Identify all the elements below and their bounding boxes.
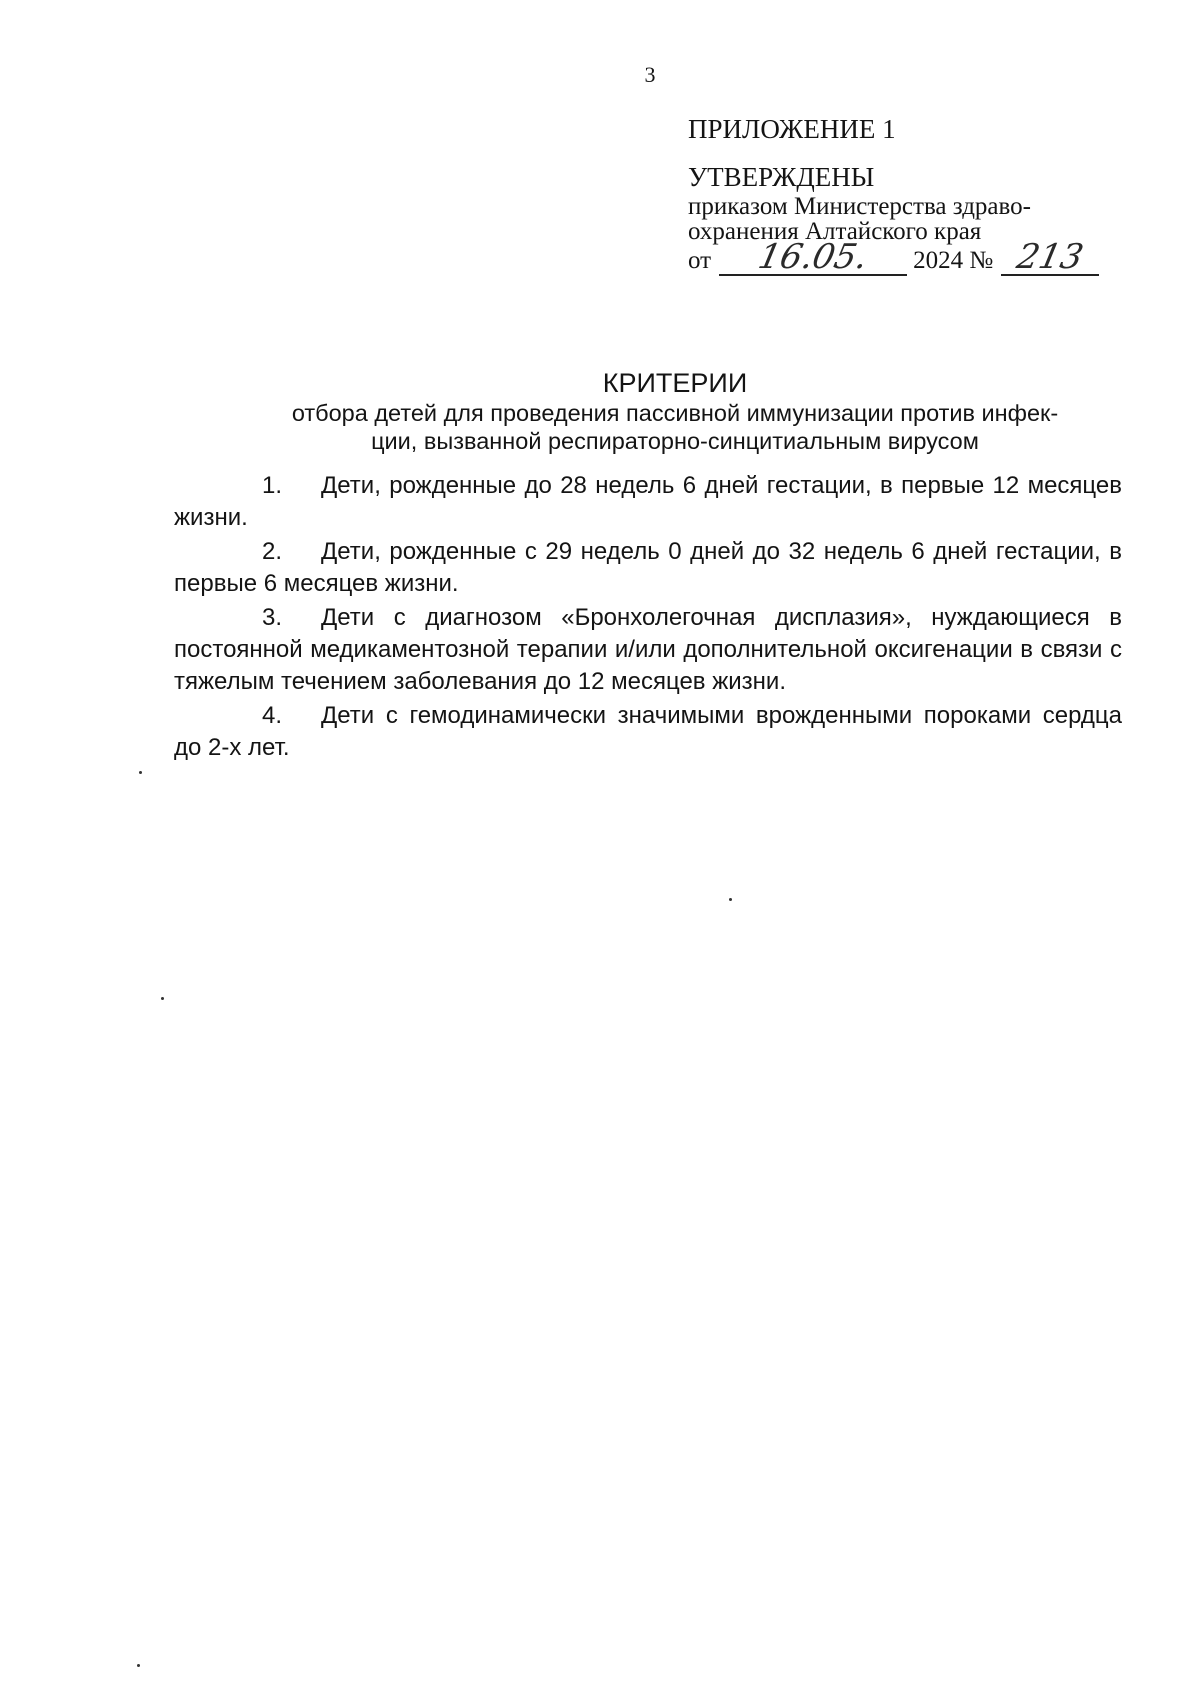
- criteria-number: 4.: [262, 702, 283, 729]
- number-fill-line: [1001, 237, 1099, 277]
- criteria-text: Дети, рожденные с 29 недель 0 дней до 32 недель 6 дней гестации, в первые 6 месяцев жизни.: [174, 538, 1122, 597]
- order-year: 2024 №: [913, 247, 994, 274]
- appendix-label: ПРИЛОЖЕНИЕ 1: [688, 114, 896, 144]
- scan-speck: [139, 771, 142, 774]
- criteria-list: [174, 470, 1122, 766]
- approval-block: [688, 112, 1158, 276]
- scan-speck: [137, 1664, 140, 1667]
- document-subtitle-line-2: ции, вызванной респираторно-синцитиальным вирусом: [371, 428, 979, 454]
- order-text-line-2: охранения Алтайского края: [688, 218, 982, 245]
- criteria-item: [174, 536, 1122, 600]
- criteria-item: [174, 602, 1122, 698]
- criteria-item: [174, 700, 1122, 764]
- handwritten-date: 16.05.: [754, 237, 872, 277]
- document-title: КРИТЕРИИ: [602, 368, 748, 398]
- page-number: 3: [644, 62, 656, 87]
- order-date-line: [688, 237, 1158, 277]
- criteria-text: Дети с гемодинамически значимыми врожденными пороками сердца до 2-х лет.: [174, 702, 1122, 761]
- criteria-text: Дети, рожденные до 28 недель 6 дней гестации, в первые 12 месяцев жизни.: [174, 472, 1122, 531]
- criteria-number: 2.: [262, 538, 283, 565]
- order-text-line-1: приказом Министерства здраво-: [688, 193, 1031, 220]
- criteria-number: 1.: [262, 472, 283, 499]
- scan-speck: [161, 997, 164, 1000]
- title-block: [150, 368, 1200, 454]
- criteria-item: [174, 470, 1122, 534]
- approved-label: УТВЕРЖДЕНЫ: [688, 162, 875, 192]
- date-prefix: от: [688, 247, 712, 274]
- criteria-number: 3.: [262, 604, 283, 631]
- criteria-text: Дети с диагнозом «Бронхолегочная дисплазия», нуждающиеся в постоянной медикаментозной терапии и/или дополнительной оксигенации в связи с тяжелым течением заболевания до 12 месяцев жизни.: [174, 604, 1122, 695]
- handwritten-number: 213: [1013, 237, 1087, 277]
- date-fill-line: [719, 237, 907, 277]
- scan-speck: [729, 898, 732, 901]
- document-subtitle-line-1: отбора детей для проведения пассивной иммунизации против инфек-: [291, 400, 1059, 426]
